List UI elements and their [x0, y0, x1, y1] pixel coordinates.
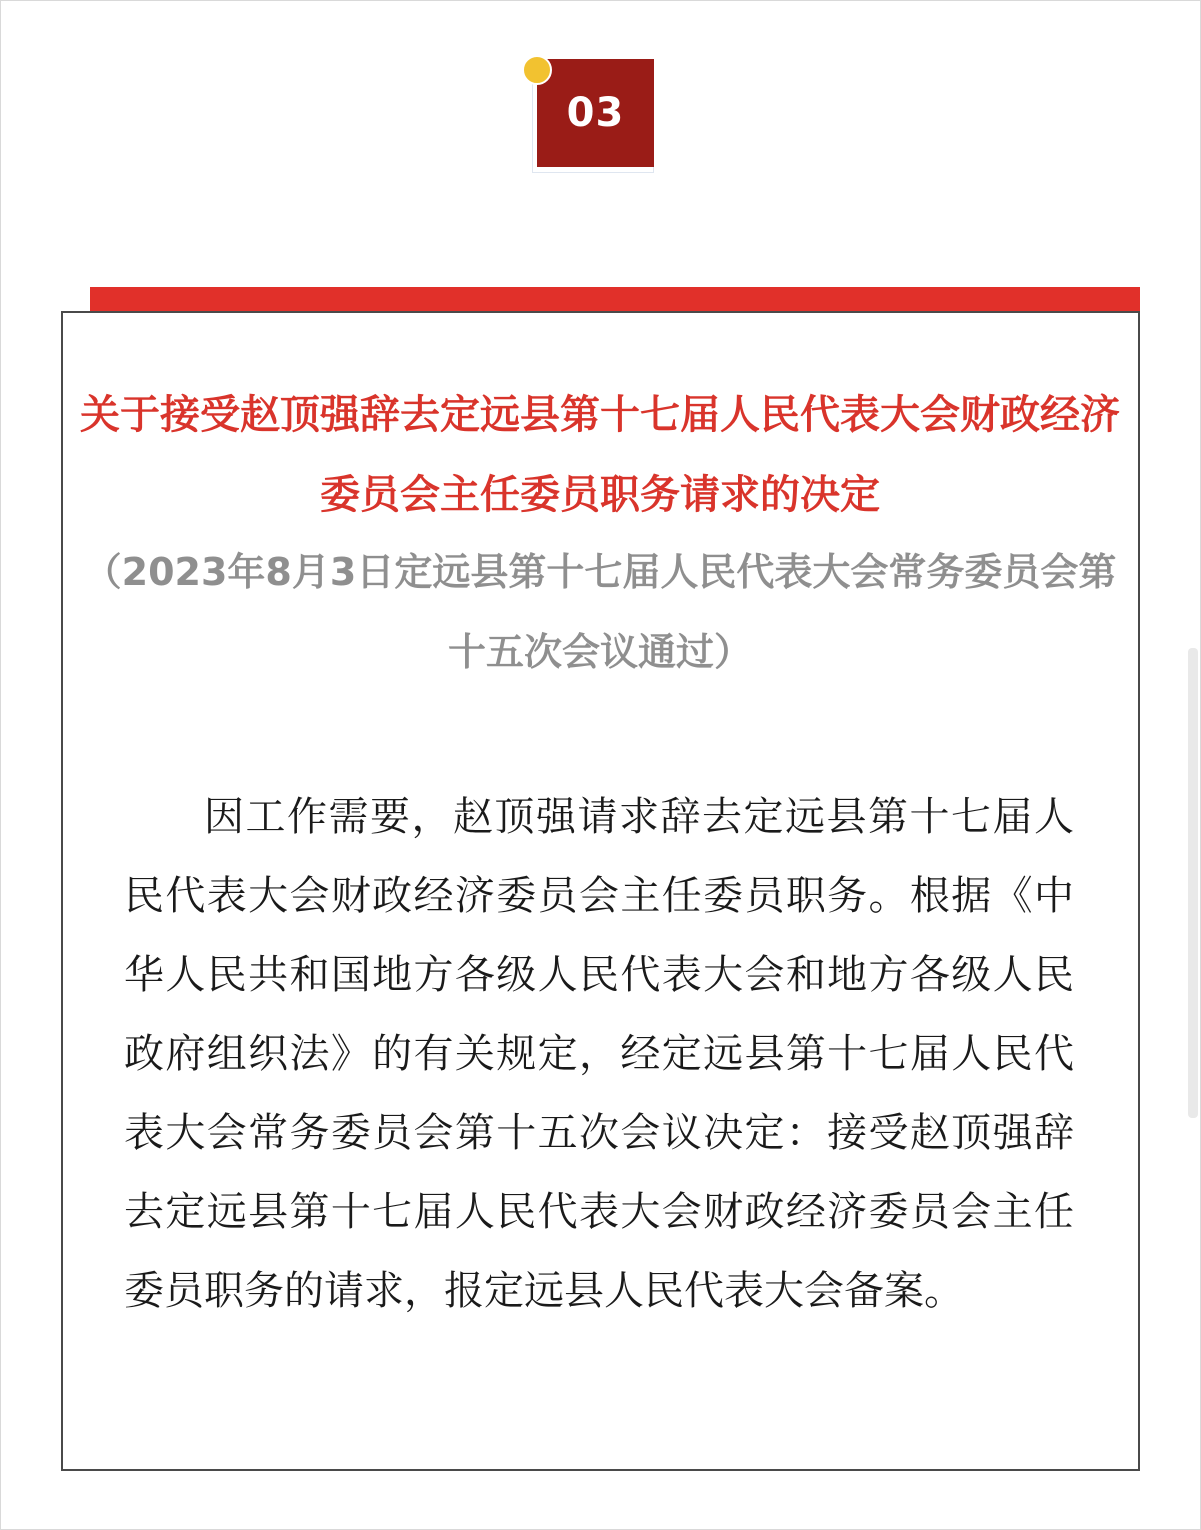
scrollbar[interactable] [1188, 648, 1198, 1118]
document-title: 关于接受赵顶强辞去定远县第十七届人民代表大会财政经济委员会主任委员职务请求的决定 [80, 392, 1120, 518]
badge-dot-decoration [522, 55, 552, 85]
section-number: 03 [537, 59, 654, 167]
section-number-badge [522, 55, 662, 175]
document-body [124, 778, 1074, 1331]
document-subtitle: （2023年8月3日定远县第十七届人民代表大会常务委员会第十五次会议通过） [83, 550, 1117, 674]
card-top-red-bar [90, 287, 1140, 312]
body-paragraph: 因工作需要，赵顶强请求辞去定远县第十七届人民代表大会财政经济委员会主任委员职务。根据《中华人民共和国地方各级人民代表大会和地方各级人民政府组织法》的有关规定，经定远县第十七届人民代表大会常务委员会第十五次会议决定：接受赵顶强辞去定远县第十七届人民代表大会财政经济委员会主任委员职务的请求，报定远县人民代表大会备案。 [124, 794, 1074, 1314]
